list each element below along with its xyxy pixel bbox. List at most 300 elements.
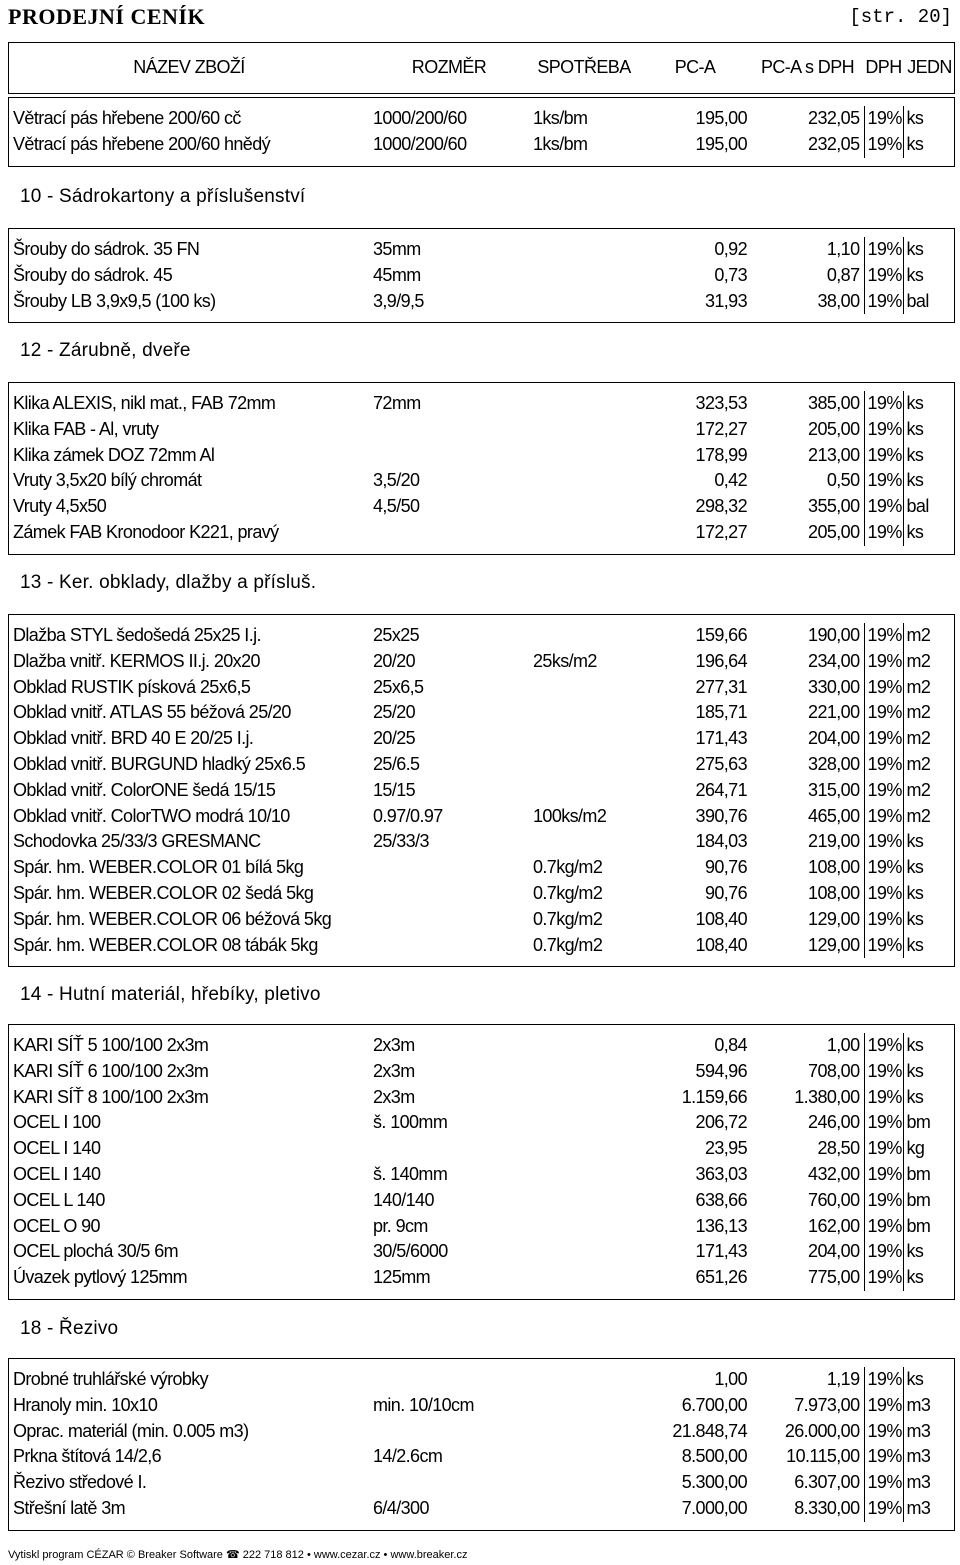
cell-vat: 19% xyxy=(864,855,903,881)
cell-size xyxy=(369,1367,529,1393)
cell-size: 45mm xyxy=(373,264,421,285)
cell-price-vat: 1,00 xyxy=(826,1035,860,1055)
cell-price: 1,00 xyxy=(714,1369,747,1389)
cell-vat: 19% xyxy=(864,1419,903,1445)
cell-price-vat: 7.973,00 xyxy=(794,1394,860,1415)
footer-text: Vytiskl program CÉZAR © Breaker Software ☎ 222 718 812 • www.cezar.cz • www.breaker.cz xyxy=(8,1549,468,1561)
cell-price-vat: 432,00 xyxy=(808,1163,860,1184)
cell-name: Šrouby do sádrok. 45 xyxy=(13,264,173,285)
cell-name: Šrouby LB 3,9x9,5 (100 ks) xyxy=(13,290,216,311)
cell-vat: 19% xyxy=(864,1136,903,1162)
section-table-box xyxy=(8,97,955,167)
table-row xyxy=(9,1162,956,1188)
price-table xyxy=(9,1033,956,1291)
section-table-box xyxy=(8,1024,955,1300)
table-row xyxy=(9,881,956,907)
cell-size: 30/5/6000 xyxy=(373,1241,448,1262)
table-row xyxy=(9,1239,956,1265)
cell-size: 2x3m xyxy=(373,1060,415,1081)
table-row xyxy=(9,1367,956,1393)
cell-unit: ks xyxy=(903,106,956,132)
cell-vat: 19% xyxy=(864,494,903,520)
cell-size: 20/25 xyxy=(373,728,416,749)
cell-name: Obklad RUSTIK písková 25x6,5 xyxy=(13,676,251,697)
cell-price: 171,43 xyxy=(695,728,747,749)
cell-name: Obklad vnitř. BRD 40 E 20/25 I.j. xyxy=(13,728,254,749)
cell-price-vat: 28,50 xyxy=(817,1138,860,1159)
cell-consumption: 25ks/m2 xyxy=(533,650,597,671)
cell-name: Obklad vnitř. BURGUND hladký 25x6.5 xyxy=(13,753,306,774)
cell-vat: 19% xyxy=(864,520,903,546)
table-row xyxy=(9,804,956,830)
table-row xyxy=(9,726,956,752)
cell-size xyxy=(369,933,529,959)
cell-price-vat: 708,00 xyxy=(808,1060,860,1081)
section-heading: 10 - Sádrokartony a příslušenství xyxy=(20,186,306,207)
cell-unit: ks xyxy=(903,443,956,469)
cell-consumption xyxy=(529,237,639,263)
cell-size xyxy=(369,520,529,546)
cell-price: 323,53 xyxy=(695,393,747,413)
cell-unit: ks xyxy=(903,468,956,494)
cell-unit: ks xyxy=(903,881,956,907)
cell-consumption xyxy=(529,289,639,315)
cell-price: 0,42 xyxy=(714,470,747,491)
col-header-name: NÁZEV ZBOŽÍ xyxy=(133,57,245,78)
cell-price-vat: 38,00 xyxy=(817,290,860,311)
cell-vat: 19% xyxy=(864,1367,903,1393)
cell-size: 25x25 xyxy=(373,625,420,645)
cell-price-vat: 385,00 xyxy=(808,393,860,413)
cell-consumption xyxy=(529,752,639,778)
cell-price-vat: 221,00 xyxy=(808,702,860,723)
cell-price-vat: 232,05 xyxy=(808,108,860,128)
cell-consumption xyxy=(529,1367,639,1393)
cell-vat: 19% xyxy=(864,1444,903,1470)
cell-price: 264,71 xyxy=(695,779,747,800)
cell-price: 178,99 xyxy=(695,444,747,465)
cell-price: 7.000,00 xyxy=(681,1497,747,1518)
cell-consumption xyxy=(529,417,639,443)
cell-consumption xyxy=(529,1496,639,1522)
cell-size: 140/140 xyxy=(373,1189,434,1210)
cell-vat: 19% xyxy=(864,443,903,469)
cell-vat: 19% xyxy=(864,1393,903,1419)
cell-name: Úvazek pytlový 125mm xyxy=(13,1267,188,1288)
cell-price: 277,31 xyxy=(695,676,747,697)
table-row xyxy=(9,933,956,959)
cell-vat: 19% xyxy=(864,391,903,417)
cell-unit: bal xyxy=(903,494,956,520)
cell-consumption xyxy=(529,700,639,726)
cell-name: Hranoly min. 10x10 xyxy=(13,1394,158,1415)
cell-price-vat: 129,00 xyxy=(808,908,860,929)
cell-consumption xyxy=(529,443,639,469)
table-row xyxy=(9,132,956,158)
cell-unit: ks xyxy=(903,263,956,289)
cell-vat: 19% xyxy=(864,804,903,830)
page-title: PRODEJNÍ CENÍK xyxy=(8,4,206,29)
table-row xyxy=(9,752,956,778)
cell-unit: ks xyxy=(903,1239,956,1265)
cell-price: 363,03 xyxy=(695,1163,747,1184)
price-table xyxy=(9,391,956,546)
table-row xyxy=(9,1419,956,1445)
cell-price: 0,73 xyxy=(714,264,747,285)
cell-name: Klika ALEXIS, nikl mat., FAB 72mm xyxy=(13,393,276,413)
cell-size: 35mm xyxy=(373,239,421,259)
cell-name: Spár. hm. WEBER.COLOR 02 šedá 5kg xyxy=(13,882,314,903)
cell-unit: ks xyxy=(903,132,956,158)
cell-name: Větrací pás hřebene 200/60 hnědý xyxy=(13,133,271,154)
cell-unit: ks xyxy=(903,1059,956,1085)
cell-size: 14/2.6cm xyxy=(373,1446,443,1467)
cell-unit: m2 xyxy=(903,804,956,830)
cell-size: 4,5/50 xyxy=(373,496,420,517)
cell-price-vat: 162,00 xyxy=(808,1215,860,1236)
cell-unit: m2 xyxy=(903,700,956,726)
cell-price: 108,40 xyxy=(695,908,747,929)
cell-consumption xyxy=(529,1059,639,1085)
cell-price-vat: 204,00 xyxy=(808,728,860,749)
cell-size: 1000/200/60 xyxy=(373,133,467,154)
cell-size: š. 100mm xyxy=(373,1112,448,1133)
cell-size: 2x3m xyxy=(373,1035,415,1055)
cell-unit: m2 xyxy=(903,623,956,649)
cell-vat: 19% xyxy=(864,778,903,804)
section-heading: 14 - Hutní materiál, hřebíky, pletivo xyxy=(20,984,321,1005)
cell-vat: 19% xyxy=(864,907,903,933)
cell-name: Obklad vnitř. ATLAS 55 béžová 25/20 xyxy=(13,702,291,723)
table-row xyxy=(9,417,956,443)
cell-price-vat: 328,00 xyxy=(808,753,860,774)
cell-price: 594,96 xyxy=(695,1060,747,1081)
cell-unit: m3 xyxy=(903,1496,956,1522)
cell-consumption xyxy=(529,1110,639,1136)
table-row xyxy=(9,700,956,726)
cell-name: Klika FAB - Al, vruty xyxy=(13,418,159,439)
col-header-price-vat: PC-A s DPH xyxy=(760,57,855,78)
cell-size xyxy=(369,855,529,881)
cell-price: 90,76 xyxy=(704,857,747,878)
cell-unit: kg xyxy=(903,1136,956,1162)
cell-vat: 19% xyxy=(864,675,903,701)
cell-name: KARI SÍŤ 5 100/100 2x3m xyxy=(13,1035,209,1055)
cell-name: OCEL I 140 xyxy=(13,1138,101,1159)
cell-price: 196,64 xyxy=(695,650,747,671)
cell-unit: ks xyxy=(903,933,956,959)
cell-name: Obklad vnitř. ColorONE šedá 15/15 xyxy=(13,779,276,800)
cell-unit: ks xyxy=(903,237,956,263)
cell-consumption xyxy=(529,726,639,752)
cell-price-vat: 205,00 xyxy=(808,418,860,439)
cell-consumption xyxy=(529,778,639,804)
cell-consumption xyxy=(529,675,639,701)
cell-consumption: 0.7kg/m2 xyxy=(533,934,603,955)
cell-consumption xyxy=(529,1393,639,1419)
cell-consumption xyxy=(529,1239,639,1265)
section-table-box xyxy=(8,1358,955,1531)
cell-name: Šrouby do sádrok. 35 FN xyxy=(13,239,200,259)
cell-price-vat: 760,00 xyxy=(808,1189,860,1210)
cell-price: 185,71 xyxy=(695,702,747,723)
cell-size xyxy=(369,881,529,907)
cell-price-vat: 108,00 xyxy=(808,882,860,903)
cell-price: 206,72 xyxy=(695,1112,747,1133)
section-table-box xyxy=(8,614,955,967)
cell-name: Spár. hm. WEBER.COLOR 01 bílá 5kg xyxy=(13,857,304,878)
cell-unit: ks xyxy=(903,520,956,546)
cell-consumption xyxy=(529,494,639,520)
cell-unit: bm xyxy=(903,1188,956,1214)
cell-price-vat: 204,00 xyxy=(808,1241,860,1262)
cell-price: 5.300,00 xyxy=(681,1472,747,1493)
cell-name: OCEL O 90 xyxy=(13,1215,100,1236)
cell-price-vat: 0,87 xyxy=(826,264,860,285)
cell-unit: ks xyxy=(903,1033,956,1059)
cell-consumption: 100ks/m2 xyxy=(533,805,607,826)
cell-vat: 19% xyxy=(864,752,903,778)
cell-size: 6/4/300 xyxy=(373,1497,429,1518)
cell-name: Oprac. materiál (min. 0.005 m3) xyxy=(13,1420,249,1441)
cell-name: Schodovka 25/33/3 GRESMANC xyxy=(13,831,261,852)
table-row xyxy=(9,289,956,315)
cell-name: OCEL plochá 30/5 6m xyxy=(13,1241,179,1262)
price-table xyxy=(9,623,956,958)
cell-price-vat: 315,00 xyxy=(808,779,860,800)
table-row xyxy=(9,106,956,132)
cell-name: OCEL L 140 xyxy=(13,1189,105,1210)
table-row xyxy=(9,237,956,263)
cell-vat: 19% xyxy=(864,1214,903,1240)
cell-unit: m2 xyxy=(903,778,956,804)
table-row xyxy=(9,907,956,933)
cell-price: 159,66 xyxy=(695,625,747,645)
table-row xyxy=(9,1059,956,1085)
cell-name: Větrací pás hřebene 200/60 cč xyxy=(13,108,241,128)
col-header-consumption: SPOTŘEBA xyxy=(537,57,631,78)
cell-size: 2x3m xyxy=(373,1086,415,1107)
table-row xyxy=(9,1110,956,1136)
table-row xyxy=(9,829,956,855)
cell-price-vat: 8.330,00 xyxy=(794,1497,860,1518)
cell-price-vat: 10.115,00 xyxy=(786,1446,860,1467)
section-heading: 18 - Řezivo xyxy=(20,1318,119,1339)
cell-name: Obklad vnitř. ColorTWO modrá 10/10 xyxy=(13,805,290,826)
cell-name: Spár. hm. WEBER.COLOR 06 béžová 5kg xyxy=(13,908,332,929)
cell-name: Drobné truhlářské výrobky xyxy=(13,1369,209,1389)
table-row xyxy=(9,1470,956,1496)
cell-consumption: 0.7kg/m2 xyxy=(533,857,603,878)
cell-unit: bal xyxy=(903,289,956,315)
cell-price: 172,27 xyxy=(695,521,747,542)
cell-unit: m2 xyxy=(903,649,956,675)
table-row xyxy=(9,520,956,546)
cell-size: pr. 9cm xyxy=(373,1215,428,1236)
cell-price: 651,26 xyxy=(695,1267,747,1288)
cell-name: Dlažba vnitř. KERMOS II.j. 20x20 xyxy=(13,650,260,671)
cell-price: 298,32 xyxy=(695,496,747,517)
cell-unit: bm xyxy=(903,1162,956,1188)
cell-vat: 19% xyxy=(864,263,903,289)
cell-vat: 19% xyxy=(864,1085,903,1111)
table-row xyxy=(9,1188,956,1214)
cell-size: 15/15 xyxy=(373,779,416,800)
cell-price-vat: 219,00 xyxy=(808,831,860,852)
section-table-box xyxy=(8,382,955,555)
cell-size xyxy=(369,907,529,933)
cell-size: 25/33/3 xyxy=(373,831,429,852)
cell-price: 195,00 xyxy=(695,108,747,128)
cell-consumption xyxy=(529,1419,639,1445)
cell-price: 136,13 xyxy=(695,1215,747,1236)
cell-name: Spár. hm. WEBER.COLOR 08 tábák 5kg xyxy=(13,934,318,955)
cell-name: Prkna štítová 14/2,6 xyxy=(13,1446,162,1467)
table-row xyxy=(9,468,956,494)
cell-price-vat: 1,19 xyxy=(826,1369,860,1389)
cell-vat: 19% xyxy=(864,649,903,675)
page-number: [str. 20] xyxy=(849,6,952,28)
cell-consumption xyxy=(529,1265,639,1291)
cell-size: 125mm xyxy=(373,1267,431,1288)
cell-size: min. 10/10cm xyxy=(373,1394,474,1415)
table-row xyxy=(9,1496,956,1522)
cell-vat: 19% xyxy=(864,132,903,158)
column-header-table xyxy=(9,43,956,93)
cell-price-vat: 1,10 xyxy=(826,239,860,259)
cell-name: Zámek FAB Kronodoor K221, pravý xyxy=(13,521,279,542)
cell-unit: m2 xyxy=(903,752,956,778)
cell-name: Střešní latě 3m xyxy=(13,1497,126,1518)
cell-price: 184,03 xyxy=(695,831,747,852)
cell-consumption xyxy=(529,1470,639,1496)
table-row xyxy=(9,443,956,469)
price-table xyxy=(9,106,956,158)
table-row xyxy=(9,1265,956,1291)
col-header-size: ROZMĚR xyxy=(411,57,487,78)
cell-vat: 19% xyxy=(864,726,903,752)
table-row xyxy=(9,649,956,675)
cell-consumption: 0.7kg/m2 xyxy=(533,882,603,903)
cell-price: 390,76 xyxy=(695,805,747,826)
cell-price-vat: 355,00 xyxy=(808,496,860,517)
cell-price-vat: 330,00 xyxy=(808,676,860,697)
cell-vat: 19% xyxy=(864,881,903,907)
cell-unit: m3 xyxy=(903,1419,956,1445)
cell-price-vat: 232,05 xyxy=(808,133,860,154)
column-header-row xyxy=(9,43,956,93)
cell-vat: 19% xyxy=(864,1033,903,1059)
table-row xyxy=(9,1393,956,1419)
cell-price-vat: 246,00 xyxy=(808,1112,860,1133)
cell-unit: ks xyxy=(903,391,956,417)
cell-size xyxy=(369,417,529,443)
cell-size xyxy=(369,1136,529,1162)
cell-price: 195,00 xyxy=(695,133,747,154)
price-table xyxy=(9,237,956,314)
cell-price: 90,76 xyxy=(704,882,747,903)
cell-unit: ks xyxy=(903,829,956,855)
cell-price-vat: 465,00 xyxy=(808,805,860,826)
cell-vat: 19% xyxy=(864,106,903,132)
cell-unit: m2 xyxy=(903,675,956,701)
table-row xyxy=(9,778,956,804)
cell-consumption xyxy=(529,1444,639,1470)
cell-vat: 19% xyxy=(864,623,903,649)
cell-price-vat: 6.307,00 xyxy=(794,1472,860,1493)
cell-size xyxy=(369,1470,529,1496)
cell-consumption xyxy=(529,1214,639,1240)
cell-unit: bm xyxy=(903,1110,956,1136)
cell-price: 275,63 xyxy=(695,753,747,774)
cell-vat: 19% xyxy=(864,1162,903,1188)
cell-consumption: 1ks/bm xyxy=(533,108,588,128)
cell-unit: ks xyxy=(903,417,956,443)
cell-consumption xyxy=(529,1162,639,1188)
cell-consumption xyxy=(529,263,639,289)
cell-size: 20/20 xyxy=(373,650,416,671)
table-row xyxy=(9,1085,956,1111)
cell-price: 6.700,00 xyxy=(681,1394,747,1415)
cell-price: 0,84 xyxy=(714,1035,747,1055)
cell-price: 0,92 xyxy=(714,239,747,259)
cell-size: 3,5/20 xyxy=(373,470,420,491)
table-row xyxy=(9,623,956,649)
cell-consumption: 1ks/bm xyxy=(533,133,588,154)
cell-price-vat: 205,00 xyxy=(808,521,860,542)
cell-vat: 19% xyxy=(864,1059,903,1085)
cell-consumption xyxy=(529,1188,639,1214)
cell-unit: ks xyxy=(903,855,956,881)
table-row xyxy=(9,263,956,289)
cell-consumption xyxy=(529,623,639,649)
cell-unit: ks xyxy=(903,1367,956,1393)
col-header-price: PC-A xyxy=(674,57,716,78)
cell-size xyxy=(369,443,529,469)
section-heading: 12 - Zárubně, dveře xyxy=(20,340,191,361)
cell-vat: 19% xyxy=(864,237,903,263)
cell-consumption xyxy=(529,468,639,494)
table-row xyxy=(9,1444,956,1470)
section-heading: 13 - Ker. obklady, dlažby a přísluš. xyxy=(20,572,317,593)
cell-name: KARI SÍŤ 8 100/100 2x3m xyxy=(13,1086,209,1107)
cell-unit: bm xyxy=(903,1214,956,1240)
cell-name: OCEL I 140 xyxy=(13,1163,101,1184)
cell-size: 25x6,5 xyxy=(373,676,424,697)
cell-name: Řezivo středové I. xyxy=(13,1472,147,1493)
cell-price: 638,66 xyxy=(695,1189,747,1210)
cell-unit: ks xyxy=(903,1085,956,1111)
cell-vat: 19% xyxy=(864,468,903,494)
cell-consumption xyxy=(529,391,639,417)
table-row xyxy=(9,1136,956,1162)
cell-vat: 19% xyxy=(864,1265,903,1291)
cell-unit: m3 xyxy=(903,1444,956,1470)
cell-vat: 19% xyxy=(864,1470,903,1496)
price-table xyxy=(9,1367,956,1522)
column-header-box xyxy=(8,42,955,94)
cell-vat: 19% xyxy=(864,289,903,315)
cell-price-vat: 190,00 xyxy=(808,625,860,645)
section-table-box xyxy=(8,228,955,323)
cell-price-vat: 234,00 xyxy=(808,650,860,671)
cell-price: 108,40 xyxy=(695,934,747,955)
cell-vat: 19% xyxy=(864,829,903,855)
cell-unit: m3 xyxy=(903,1393,956,1419)
cell-size: š. 140mm xyxy=(373,1163,448,1184)
cell-name: KARI SÍŤ 6 100/100 2x3m xyxy=(13,1060,209,1081)
cell-size xyxy=(369,1419,529,1445)
